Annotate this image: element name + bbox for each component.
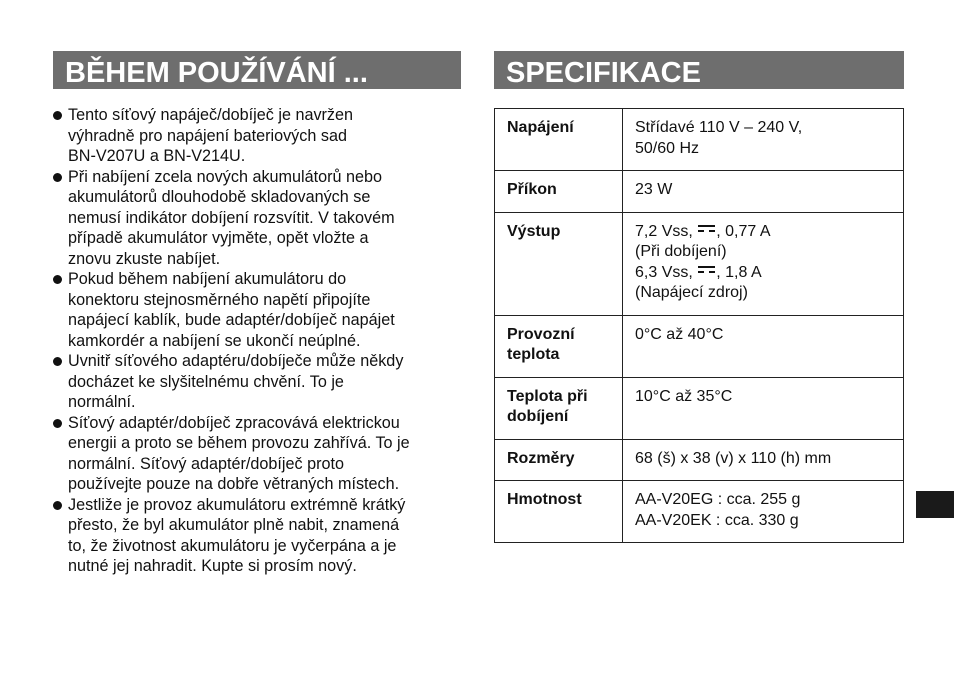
table-row	[495, 377, 904, 439]
spec-value: 10°C až 35°C	[623, 377, 904, 439]
spec-value: AA-V20EG : cca. 255 g AA-V20EK : cca. 330 g	[623, 481, 904, 543]
bullet-icon	[53, 501, 62, 510]
direct-current-icon	[698, 266, 715, 274]
spec-value: Střídavé 110 V – 240 V, 50/60 Hz	[623, 109, 904, 171]
spec-value: 68 (š) x 38 (v) x 110 (h) mm	[623, 439, 904, 481]
spec-label: Teplota při dobíjení	[495, 377, 623, 439]
bullet-icon	[53, 111, 62, 120]
spec-label: Příkon	[495, 171, 623, 213]
bullet-icon	[53, 419, 62, 428]
usage-note: Uvnitř síťového adaptéru/dobíječe může někdy docházet ke slyšitelnému chvění. To je normální.	[53, 351, 473, 413]
spec-value: 7,2 Vss, , 0,77 A (Při dobíjení) 6,3 Vss, , 1,8 A (Napájecí zdroj)	[623, 212, 904, 315]
spec-value: 0°C až 40°C	[623, 315, 904, 377]
spec-label: Hmotnost	[495, 481, 623, 543]
usage-note: Pokud během nabíjení akumulátoru do konektoru stejnosměrného napětí připojíte napájecí kablík, bude adaptér/dobíječ napájet kamkordér a nabíjení se ukončí neúplné.	[53, 269, 473, 351]
table-row	[495, 315, 904, 377]
spec-value: 23 W	[623, 171, 904, 213]
table-row	[495, 109, 904, 171]
specifications-table	[494, 108, 904, 543]
bullet-icon	[53, 173, 62, 182]
direct-current-icon	[698, 225, 715, 233]
usage-note: Síťový adaptér/dobíječ zpracovává elektrickou energii a proto se během provozu zahřívá. To je normální. Síťový adaptér/dobíječ proto používejte pouze na dobře větraných místech.	[53, 413, 473, 495]
table-row	[495, 212, 904, 315]
spec-label: Výstup	[495, 212, 623, 315]
bullet-icon	[53, 357, 62, 366]
usage-note: Při nabíjení zcela nových akumulátorů nebo akumulátorů dlouhodobě skladovaných se nemusí indikátor dobíjení rozsvítit. V takovém případě akumulátor vyjměte, opět vložte a znovu zkuste nabíjet.	[53, 167, 473, 270]
usage-note: Jestliže je provoz akumulátoru extrémně krátký přesto, že byl akumulátor plně nabit, znamená to, že životnost akumulátoru je vyčerpána a je nutné jej nahradit. Kupte si prosím nový.	[53, 495, 473, 577]
heading-specifications: SPECIFIKACE	[494, 51, 904, 89]
table-row	[495, 171, 904, 213]
table-row	[495, 481, 904, 543]
page-tab-marker	[916, 491, 954, 518]
usage-note: Tento síťový napáječ/dobíječ je navržen výhradně pro napájení bateriových sad BN-V207U a BN-V214U.	[53, 105, 473, 167]
bullet-icon	[53, 275, 62, 284]
spec-label: Napájení	[495, 109, 623, 171]
usage-notes-list	[53, 105, 473, 577]
table-row	[495, 439, 904, 481]
spec-label: Provozní teplota	[495, 315, 623, 377]
spec-label: Rozměry	[495, 439, 623, 481]
heading-during-use: BĚHEM POUŽÍVÁNÍ ...	[53, 51, 461, 89]
